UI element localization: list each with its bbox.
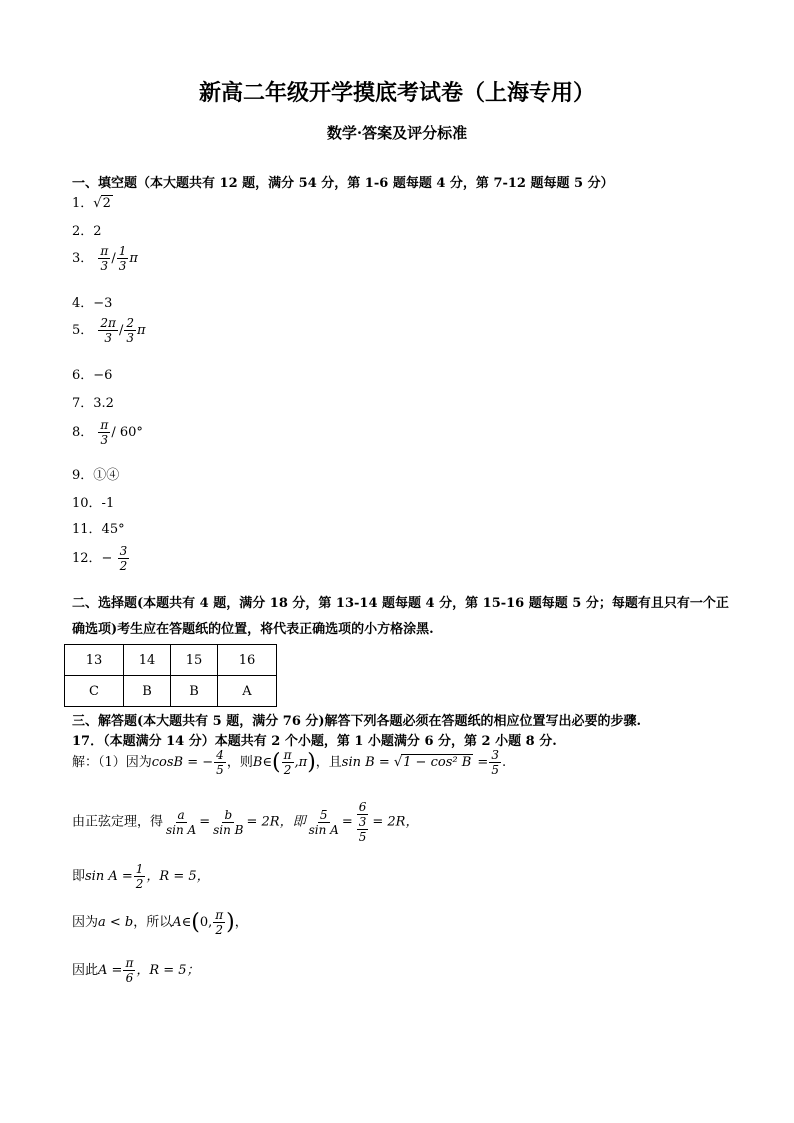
table-row xyxy=(65,676,277,707)
fraction: $\frac{5}{\text{sin A}}$ xyxy=(308,807,339,837)
fraction: $\frac{\pi}{3}$ xyxy=(100,418,109,447)
answer-12: 12．− $\frac{3}{2}$ xyxy=(72,544,128,573)
table-cell: B xyxy=(171,676,218,707)
solution-line-4: 因为a < b，所以A∈(0, $\frac{\pi}{2}$ )， xyxy=(72,908,248,937)
fraction: $\frac{\pi}{6}$ xyxy=(125,956,134,985)
section2-heading-line1: 二、选择题(本题共有 4 题，满分 18 分，第 13-14 题每题 4 分，第 15-16 题每题 5 分；每题有且只有一个正 xyxy=(72,596,729,611)
fraction: $\frac{6}{\frac{3}{5}}$ xyxy=(358,800,367,844)
answer-10: 10．-1 xyxy=(72,496,115,511)
answer-2: 2．2 xyxy=(72,224,102,239)
fraction: $\frac{1}{3}$ xyxy=(118,244,127,273)
fraction: $\frac{4}{5}$ xyxy=(216,748,224,777)
solution-line-1: 解：（1）因为cosB = − $\frac{4}{5}$ ，则B∈( $\frac{\pi}{2}$ ,π)，且sin B = √1 − cos² B = $\frac{3}{5}$ . xyxy=(72,748,507,777)
fraction: $\frac{3}{5}$ xyxy=(491,748,499,777)
fraction: $\frac{3}{2}$ xyxy=(119,544,128,573)
q17-heading: 17．（本题满分 14 分）本题共有 2 个小题，第 1 小题满分 6 分，第 2 小题 8 分. xyxy=(72,734,557,749)
answer-3: 3． $\frac{\pi}{3}$ / $\frac{1}{3}$ π xyxy=(72,244,138,273)
answer-4: 4．−3 xyxy=(72,296,113,311)
answer-5: 5． $\frac{2\pi}{3}$ / $\frac{2}{3}$ π xyxy=(72,316,146,345)
fraction: $\frac{1}{2}$ xyxy=(135,862,144,891)
solution-line-3: 即sin A = $\frac{1}{2}$ ，R = 5， xyxy=(72,862,210,891)
table-cell: 15 xyxy=(171,645,218,676)
solution-line-2: 由正弦定理，得 $\frac{a}{\text{sin A}}$ = $\frac{b}{\text{sin B}}$ = 2R，即 $\frac{5}{\text{sin A}}$ = $\frac{6}{\frac{3}{5}}$ = 2R， xyxy=(72,800,419,844)
table-cell: 13 xyxy=(65,645,124,676)
table-row xyxy=(65,645,277,676)
fraction: $\frac{2}{3}$ xyxy=(126,316,134,345)
answer-9: 9．①④ xyxy=(72,468,120,483)
fraction: $\frac{3}{5}$ xyxy=(358,815,367,844)
table-cell: C xyxy=(65,676,124,707)
solution-line-5: 因此A = $\frac{\pi}{6}$ ，R = 5； xyxy=(72,956,200,985)
answer-8: 8． $\frac{\pi}{3}$ / 60° xyxy=(72,418,143,447)
answer-11: 11．45° xyxy=(72,522,125,537)
fraction: $\frac{b}{\text{sin B}}$ xyxy=(213,807,244,837)
section1-heading: 一、填空题（本大题共有 12 题，满分 54 分，第 1-6 题每题 4 分，第 7-12 题每题 5 分） xyxy=(72,176,614,191)
page-title: 新高二年级开学摸底考试卷（上海专用） xyxy=(198,80,595,106)
table-cell: 14 xyxy=(124,645,171,676)
section2-heading-line2: 确选项)考生应在答题纸的位置，将代表正确选项的小方格涂黑. xyxy=(72,622,434,637)
fraction: $\frac{a}{\text{sin A}}$ xyxy=(166,807,197,837)
fraction: $\frac{\pi}{2}$ xyxy=(215,908,224,937)
page-subtitle: 数学·答案及评分标准 xyxy=(326,124,468,142)
fraction: $\frac{\pi}{2}$ xyxy=(283,748,292,777)
table-cell: A xyxy=(218,676,277,707)
section3-heading: 三、解答题(本大题共有 5 题，满分 76 分)解答下列各题必须在答题纸的相应位置写出必要的步骤. xyxy=(72,714,642,729)
table-cell: 16 xyxy=(218,645,277,676)
fraction: $\frac{\pi}{3}$ xyxy=(100,244,109,273)
table-cell: B xyxy=(124,676,171,707)
answer-6: 6．−6 xyxy=(72,368,113,383)
answer-1: 1．√2 xyxy=(72,196,111,211)
fraction: $\frac{2\pi}{3}$ xyxy=(100,316,116,345)
answer-table xyxy=(64,644,277,707)
answer-7: 7．3.2 xyxy=(72,396,114,411)
